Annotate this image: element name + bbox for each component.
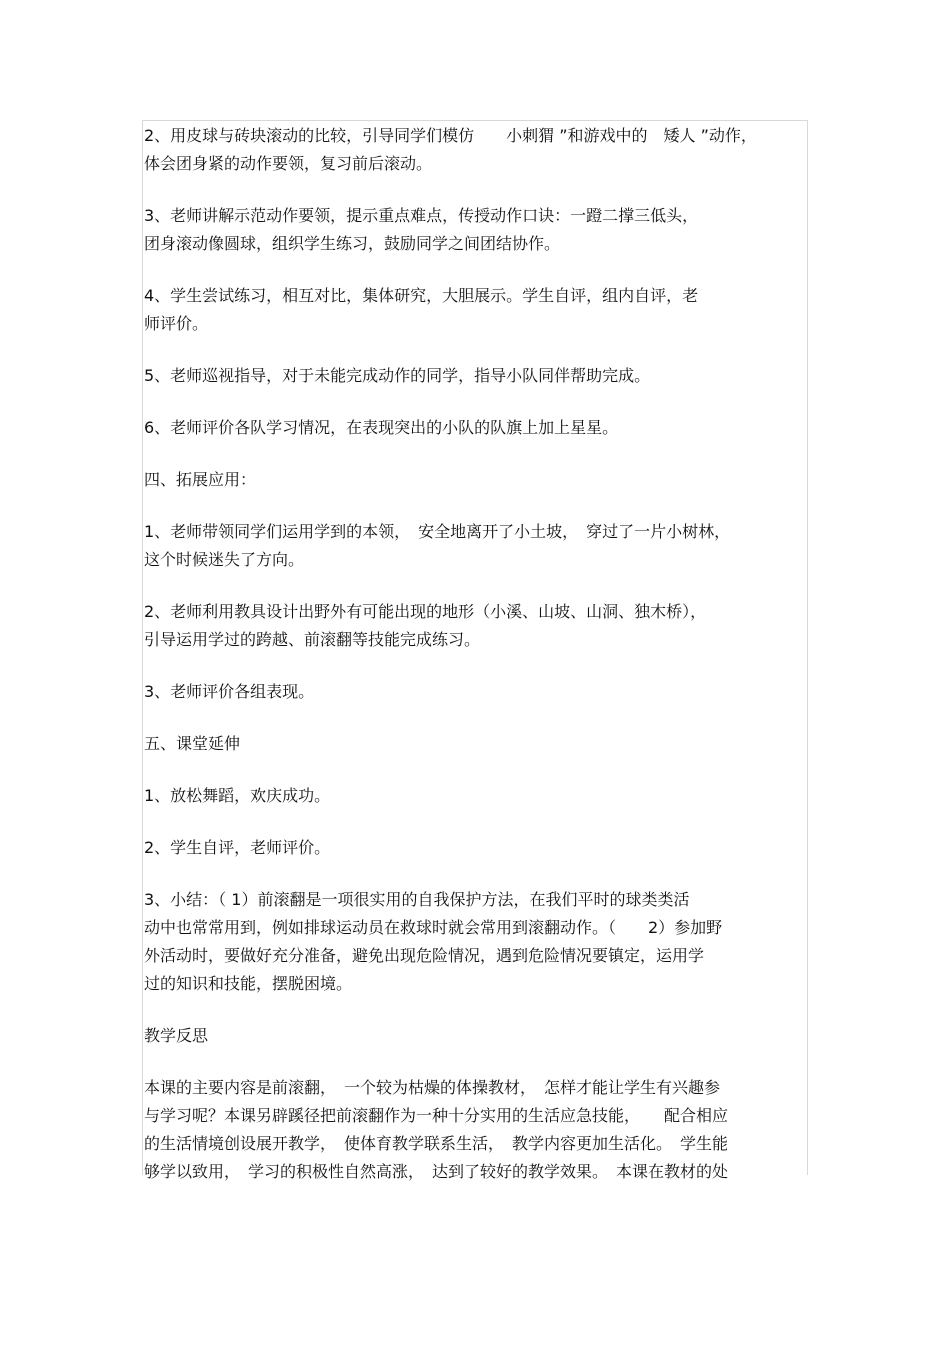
text-line: 本课的主要内容是前滚翻， 一个较为枯燥的体操教材， 怎样才能让学生有兴趣参 <box>144 1078 721 1097</box>
text-line: 外活动时，要做好充分准备，避免出现危险情况，遇到危险情况要镇定，运用学 <box>144 946 705 965</box>
text-line: 1、放松舞蹈，欢庆成功。 <box>144 786 331 805</box>
section-heading: 四、拓展应用： <box>144 470 257 489</box>
text-line: 动中也常常用到，例如排球运动员在救球时就会常用到滚翻动作。（ 2）参加野 <box>144 918 723 937</box>
text-line: 2、老师利用教具设计出野外有可能出现的地形（小溪、山坡、山洞、独木桥）， <box>144 602 707 621</box>
text-line: 够学以致用， 学习的积极性自然高涨， 达到了较好的教学效果。 本课在教材的处 <box>144 1162 729 1181</box>
text-line: 2、学生自评，老师评价。 <box>144 838 331 857</box>
section-heading: 五、课堂延伸 <box>144 734 241 753</box>
text-line: 引导运用学过的跨越、前滚翻等技能完成练习。 <box>144 630 481 649</box>
text-line: 团身滚动像圆球，组织学生练习，鼓励同学之间团结协作。 <box>144 234 561 253</box>
text-line: 2、用皮球与砖块滚动的比较，引导同学们模仿 小刺猬 ”和游戏中的 矮人 ”动作， <box>144 126 757 145</box>
document-body <box>144 122 806 1186</box>
text-line: 师评价。 <box>144 314 209 333</box>
section-heading: 教学反思 <box>144 1026 209 1045</box>
text-line: 4、学生尝试练习，相互对比，集体研究，大胆展示。学生自评，组内自评，老 <box>144 286 699 305</box>
text-line: 3、小结：（ 1）前滚翻是一项很实用的自我保护方法，在我们平时的球类类活 <box>144 890 690 909</box>
text-line: 与学习呢？本课另辟蹊径把前滚翻作为一种十分实用的生活应急技能， 配合相应 <box>144 1106 729 1125</box>
text-line: 3、老师讲解示范动作要领，提示重点难点，传授动作口诀：一蹬二撑三低头， <box>144 206 699 225</box>
text-line: 5、老师巡视指导，对于未能完成动作的同学，指导小队同伴帮助完成。 <box>144 366 651 385</box>
text-line: 6、老师评价各队学习情况，在表现突出的小队的队旗上加上星星。 <box>144 418 619 437</box>
text-line: 的生活情境创设展开教学， 使体育教学联系生活， 教学内容更加生活化。 学生能 <box>144 1134 729 1153</box>
text-line: 过的知识和技能，摆脱困境。 <box>144 974 353 993</box>
text-line: 1、老师带领同学们运用学到的本领， 安全地离开了小土坡， 穿过了一片小树林， <box>144 522 731 541</box>
text-line: 这个时候迷失了方向。 <box>144 550 305 569</box>
text-line: 体会团身紧的动作要领，复习前后滚动。 <box>144 154 433 173</box>
text-line: 3、老师评价各组表现。 <box>144 682 315 701</box>
